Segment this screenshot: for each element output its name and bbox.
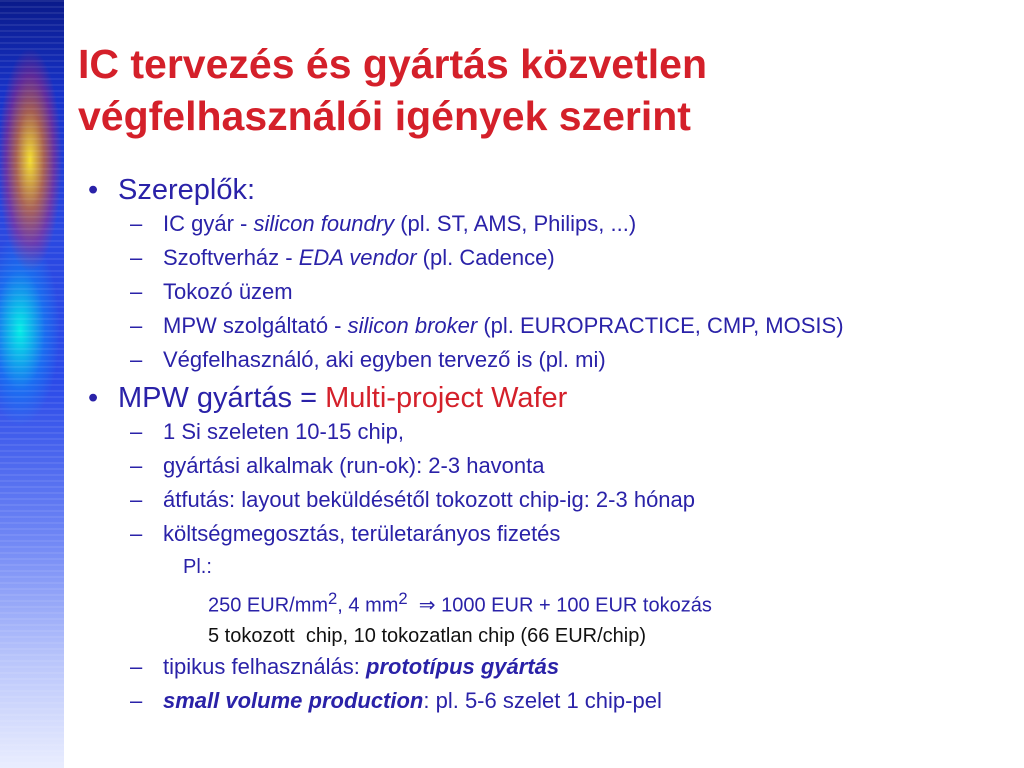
area: , 4 mm: [337, 594, 399, 617]
sub-item-end-user: [88, 346, 988, 373]
item-text: gyártási alkalmak (run-ok): 2-3 havonta: [163, 453, 545, 478]
item-term: silicon foundry: [253, 211, 395, 236]
dash-glyph: –: [130, 347, 143, 372]
item-text: MPW szolgáltató -: [163, 313, 348, 338]
item-text: IC gyár -: [163, 211, 254, 236]
dash-glyph: –: [130, 313, 143, 338]
item-text: : pl. 5-6 szelet 1 chip-pel: [423, 687, 662, 713]
dash-glyph: –: [130, 521, 143, 546]
bullet-glyph: •: [88, 174, 99, 206]
item-term: EDA vendor: [298, 245, 417, 270]
example-label: Pl.:: [183, 556, 212, 578]
item-text: Tokozó üzem: [163, 279, 293, 304]
title-line-2: végfelhasználói igények szerint: [78, 93, 691, 139]
decorative-side-strip: [0, 0, 64, 768]
dash-glyph: –: [130, 687, 143, 713]
superscript: 2: [398, 589, 408, 608]
sub-item-packaging-plant: [88, 278, 988, 305]
item-text: 1 Si szeleten 10-15 chip,: [163, 419, 404, 444]
sub-item-ic-factory: [88, 210, 988, 237]
sub-item-mpw-provider: [88, 312, 988, 339]
item-term: silicon broker: [347, 313, 478, 338]
item-text-after: (pl. EUROPRACTICE, CMP, MOSIS): [477, 313, 844, 338]
sub-item-chips-per-wafer: [88, 418, 988, 445]
dash-glyph: –: [130, 279, 143, 304]
participants-heading: Szereplők:: [118, 174, 256, 206]
item-text: költségmegosztás, területarányos fizetés: [163, 521, 561, 546]
dash-glyph: –: [130, 453, 143, 478]
example-price-line: [88, 586, 988, 619]
item-term: small volume production: [163, 687, 424, 713]
sub-item-small-volume: [88, 687, 988, 714]
item-text: Végfelhasználó, aki egyben tervező is (pl. mi): [163, 347, 606, 372]
example-chip-count-line: 5 tokozott chip, 10 tokozatlan chip (66 EUR/chip): [208, 624, 647, 647]
dash-glyph: –: [130, 419, 143, 444]
dash-glyph: –: [130, 245, 143, 270]
title-line-1: IC tervezés és gyártás közvetlen: [78, 41, 707, 87]
sub-item-typical-use: [88, 653, 988, 680]
sub-item-cost-sharing: [88, 520, 988, 547]
sub-item-run-frequency: [88, 452, 988, 479]
item-text: Szoftverház -: [163, 245, 299, 270]
mpw-heading: MPW gyártás =: [118, 382, 326, 414]
mpw-heading-expansion: Multi-project Wafer: [325, 382, 568, 414]
item-text-after: (pl. ST, AMS, Philips, ...): [394, 211, 637, 236]
slide-body: [88, 168, 988, 721]
bullet-participants: [88, 172, 988, 208]
bullet-mpw-manufacturing: [88, 380, 988, 416]
item-text: tipikus felhasználás:: [163, 653, 366, 679]
item-term: prototípus gyártás: [366, 653, 560, 679]
dash-glyph: –: [130, 211, 143, 236]
item-text: átfutás: layout beküldésétől tokozott chip-ig: 2-3 hónap: [163, 487, 696, 512]
dash-glyph: –: [130, 653, 143, 679]
sub-item-software-house: [88, 244, 988, 271]
slide-title: [78, 38, 1008, 142]
superscript: 2: [328, 589, 338, 608]
sub-item-turnaround: [88, 486, 988, 513]
price-per-area: 250 EUR/mm: [208, 594, 329, 617]
total-cost: 1000 EUR + 100 EUR tokozás: [441, 594, 712, 617]
item-text-after: (pl. Cadence): [416, 245, 555, 270]
bullet-glyph: •: [88, 382, 99, 414]
dash-glyph: –: [130, 487, 143, 512]
implies-arrow-icon: ⇒: [407, 594, 442, 617]
